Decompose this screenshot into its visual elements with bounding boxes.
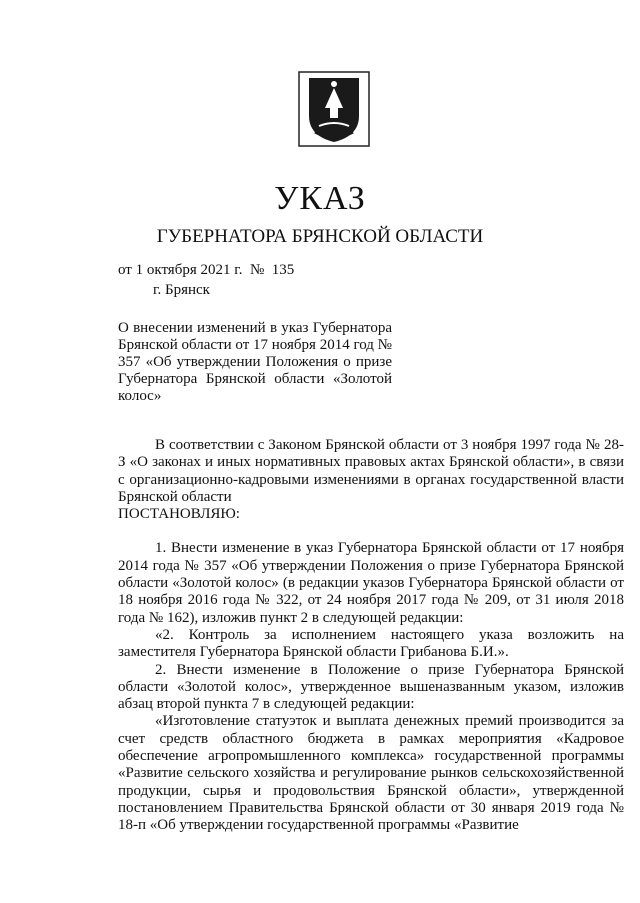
document-title: УКАЗ	[274, 180, 366, 217]
paragraph-1-quote: «2. Контроль за исполнением настоящего указа возложить на заместителя Губернатора Брянской области Грибанова Б.И.».	[118, 626, 624, 661]
paragraph-2-quote: «Изготовление статуэток и выплата денежных премий производится за счет средств областного бюджета в рамках мероприятия «Кадровое обеспечение агропромышленного комплекса» государственной программы «Развитие сельского хозяйства и регулирование рынков сельскохозяйственной продукции, сырья и продовольствия Брянской области», утвержденной постановлением Правительства Брянской области от 30 января 2019 года № 18-п «Об утверждении государственной программы «Развитие	[118, 713, 624, 834]
document-subject: О внесении изменений в указ Губернатора Брянской области от 17 ноября 2014 год № 357 «Об утверждении Положения о призе Губернатора Брянской области «Золотой колос»	[118, 320, 392, 404]
document-body	[118, 437, 624, 835]
paragraph-1: 1. Внести изменение в указ Губернатора Брянской области от 17 ноября 2014 года № 357 «Об утверждении Положения о призе Губернатора Брянской области «Золотой колос» (в редакции указов Губернатора Брянской области от 18 ноября 2016 года № 322, от 24 ноября 2017 года № 209, от 31 июля 2018 года № 162), изложив пункт 2 в следующей редакции:	[118, 540, 624, 626]
coat-of-arms-icon	[297, 70, 371, 148]
document-date-number: от 1 октября 2021 г. № 135	[118, 262, 295, 278]
document-subtitle: ГУБЕРНАТОРА БРЯНСКОЙ ОБЛАСТИ	[156, 226, 484, 247]
preamble-paragraph: В соответствии с Законом Брянской области от 3 ноября 1997 года № 28-З «О законах и иных нормативных правовых актах Брянской области», в связи с организационно-кадровыми изменениями в органах государственной власти Брянской области	[118, 437, 624, 505]
paragraph-2: 2. Внести изменение в Положение о призе Губернатора Брянской области «Золотой колос», утвержденное вышеназванным указом, изложив абзац второй пункта 7 в следующей редакции:	[118, 661, 624, 713]
document-city: г. Брянск	[153, 282, 210, 298]
decree-heading: ПОСТАНОВЛЯЮ:	[118, 506, 240, 523]
